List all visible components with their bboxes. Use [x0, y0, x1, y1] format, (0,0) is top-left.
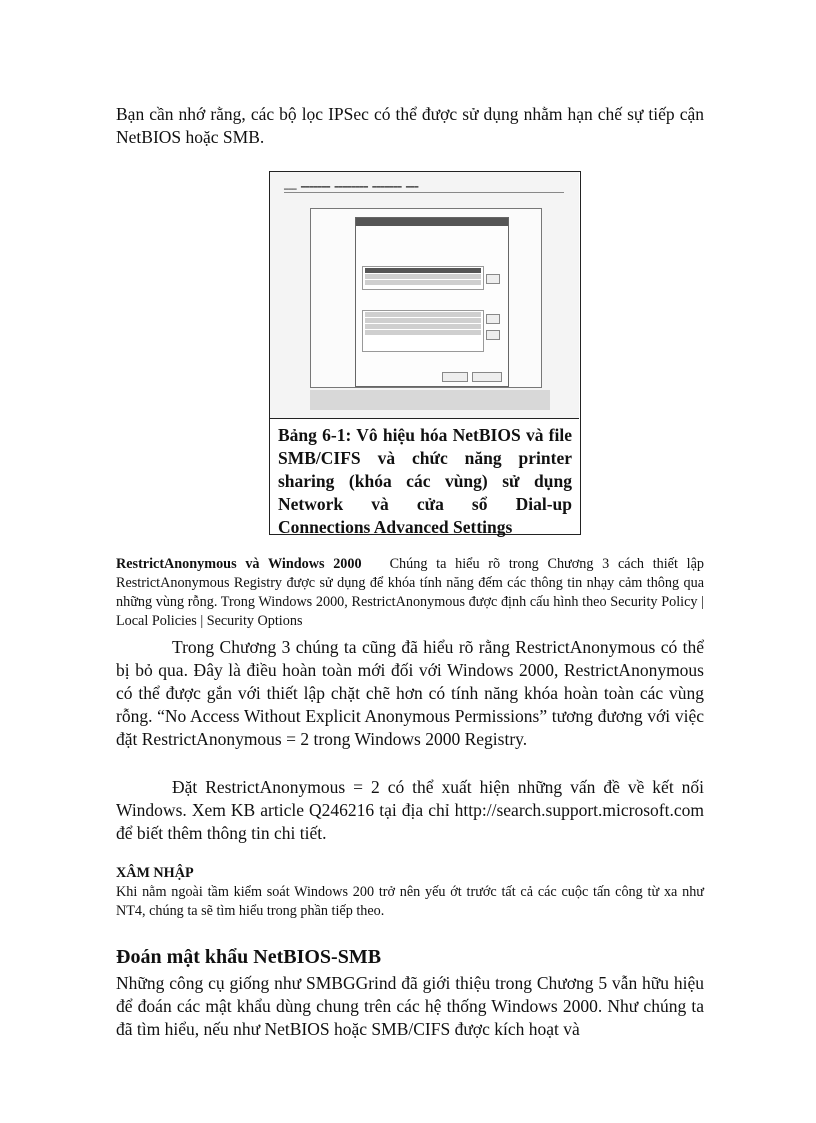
figure-frame	[269, 171, 581, 535]
scan-header-rule	[284, 192, 564, 193]
restrict-section	[116, 555, 704, 631]
scan-dialog-titlebar	[356, 218, 508, 226]
scan-figure-caption-strip	[310, 390, 550, 410]
scan-connections-list	[362, 266, 484, 290]
scan-arrow-button	[486, 274, 500, 284]
intrusion-heading: XÂM NHẬP	[116, 865, 194, 881]
section-heading: Đoán mật khẩu NetBIOS-SMB	[116, 946, 382, 968]
scan-window	[310, 208, 542, 388]
scan-arrow-button	[486, 314, 500, 324]
intrusion-body: Khi nằm ngoài tầm kiểm soát Windows 200 trở nên yếu ớt trước tất cả các cuộc tấn công từ xa như NT4, chúng ta sẽ tìm hiểu trong phần tiếp theo.	[116, 884, 704, 919]
restrict-body: Chúng ta hiểu rõ trong Chương 3 cách thiết lập RestrictAnonymous Registry được sử dụng để khóa tính năng đếm các thông tin nhạy cảm thông qua những vùng rỗng. Trong Windows 2000, RestrictAnonymous được định cấu hình theo Security Policy | Local Policies | Security Options	[116, 556, 704, 629]
restrict-heading: RestrictAnonymous và Windows 2000	[116, 556, 362, 572]
figure-caption: Bảng 6-1: Vô hiệu hóa NetBIOS và file SMB/CIFS và chức năng printer sharing (khóa các vùng) sử dụng Network và cửa sổ Dial-up Connections Advanced Settings	[278, 425, 572, 537]
body-paragraph: Trong Chương 3 chúng ta cũng đã hiểu rõ rằng RestrictAnonymous có thể bị bỏ qua. Đây là điều hoàn toàn mới đối với Windows 2000, RestrictAnonymous có thể được gắn với thiết lập chặt chẽ hơn có tính năng khóa hoàn toàn các vùng rỗng. “No Access Without Explicit Anonymous Permissions” tương đương với việc đặt RestrictAnonymous = 2 trong Windows 2000 Registry.	[116, 637, 704, 749]
scan-header-decoration: ▁▁▁ ▬▬▬▬▬▬▬ ▬▬▬▬▬▬▬▬ ▬▬▬▬▬▬▬ ▬▬▬	[284, 183, 419, 191]
scan-arrow-button	[486, 330, 500, 340]
scan-bindings-list	[362, 310, 484, 352]
intro-paragraph: Bạn cần nhớ rằng, các bộ lọc IPSec có thể được sử dụng nhằm hạn chế sự tiếp cận NetBIOS hoặc SMB.	[116, 104, 704, 147]
scan-dialog	[355, 217, 509, 387]
scan-cancel-button	[472, 372, 502, 382]
body-paragraph: Những công cụ giống như SMBGGrind đã giới thiệu trong Chương 5 vẫn hữu hiệu để đoán các mật khẩu dùng chung trên các hệ thống Windows 2000. Như chúng ta đã tìm hiểu, nếu như NetBIOS hoặc SMB/CIFS được kích hoạt và	[116, 973, 704, 1039]
scan-ok-button	[442, 372, 468, 382]
body-paragraph: Đặt RestrictAnonymous = 2 có thể xuất hiện những vấn đề về kết nối Windows. Xem KB article Q246216 tại địa chỉ http://search.support.microsoft.com để biết thêm thông tin chi tiết.	[116, 777, 704, 843]
figure-screenshot-image	[270, 172, 579, 419]
